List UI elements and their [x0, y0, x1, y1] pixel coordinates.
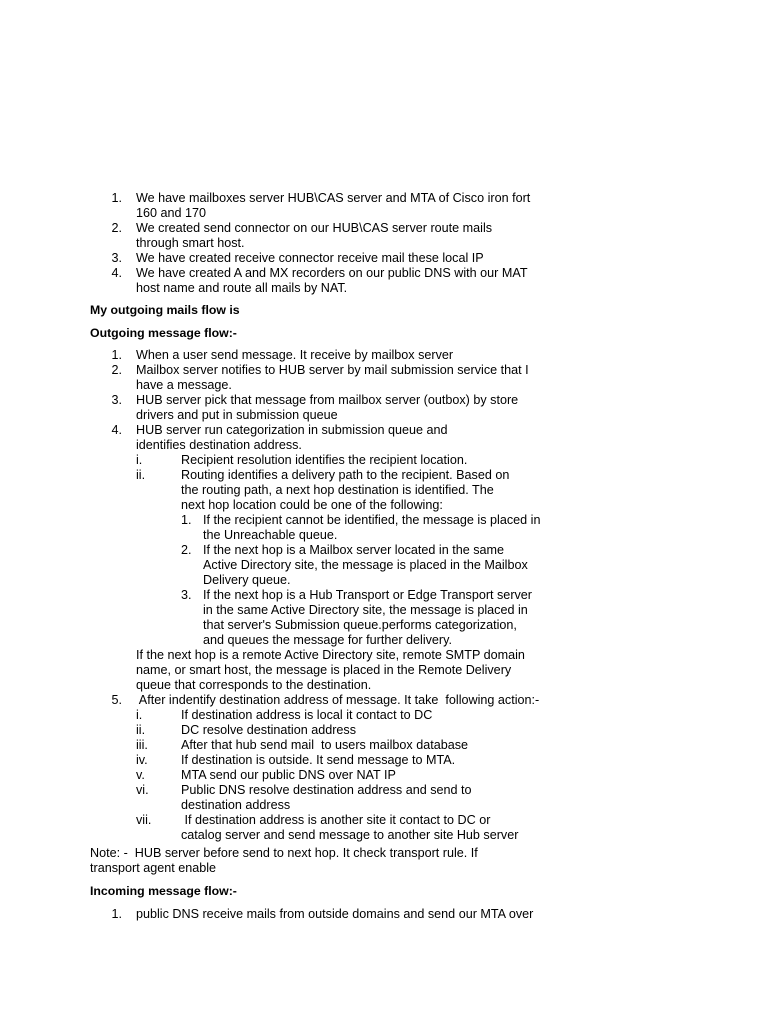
nested-list-item [0, 543, 768, 588]
sub-list-item [0, 453, 768, 468]
list-number: 2. [111, 221, 122, 235]
list-text: When a user send message. It receive by mailbox server [136, 348, 454, 362]
list-item [0, 907, 768, 922]
heading-outgoing-message: Outgoing message flow:- [90, 326, 237, 340]
nested-number: 3. [181, 588, 192, 602]
list-item [0, 191, 768, 221]
roman-number: i. [136, 708, 143, 722]
list-item [0, 266, 768, 296]
list-text: HUB server run categorization in submission queue and identifies destination address. [136, 423, 448, 452]
list-text: We created send connector on our HUB\CAS server route mails through smart host. [136, 221, 493, 250]
roman-number: ii. [136, 468, 146, 482]
intro-list [0, 191, 768, 296]
sub-list-text: After that hub send mail to users mailbox database [181, 738, 469, 752]
list-text: public DNS receive mails from outside domains and send our MTA over [136, 907, 534, 921]
nested-number: 1. [181, 513, 192, 527]
list-item [0, 221, 768, 251]
list-number: 1. [111, 191, 122, 205]
sub-list-text: DC resolve destination address [181, 723, 357, 737]
item4-tail-paragraph [0, 648, 768, 693]
item4-tail-text: If the next hop is a remote Active Directory site, remote SMTP domain name, or smart host, the message is placed in the Remote Delivery queue that corresponds to the destination. [136, 648, 525, 692]
list-number: 3. [111, 251, 122, 265]
sub-list-item [0, 753, 768, 768]
incoming-list [0, 907, 768, 922]
sub-list-item [0, 768, 768, 783]
roman-number: vi. [136, 783, 149, 797]
nested-list-text: If the next hop is a Hub Transport or Edge Transport server in the same Active Directory site, the message is placed in that server's Submission queue.performs categorization, and queues the message for further delivery. [203, 588, 533, 647]
sub-list-item [0, 813, 768, 843]
list-text: We have created receive connector receive mail these local IP [136, 251, 484, 265]
list-number: 5. [111, 693, 122, 707]
list-item [0, 423, 768, 453]
nested-list-item [0, 588, 768, 648]
sub-list-item [0, 723, 768, 738]
list-number: 1. [111, 907, 122, 921]
note-paragraph: Note: - HUB server before send to next hop. It check transport rule. If transport agent enable [90, 846, 482, 875]
list-number: 1. [111, 348, 122, 362]
list-text: Mailbox server notifies to HUB server by mail submission service that I have a message. [136, 363, 529, 392]
nested-list-item [0, 513, 768, 543]
nested-list-text: If the recipient cannot be identified, the message is placed in the Unreachable queue. [203, 513, 541, 542]
list-number: 3. [111, 393, 122, 407]
sub-list-item [0, 468, 768, 513]
list-number: 2. [111, 363, 122, 377]
roman-number: iv. [136, 753, 148, 767]
roman-number: iii. [136, 738, 148, 752]
roman-number: i. [136, 453, 143, 467]
sub-list-text: Routing identifies a delivery path to the recipient. Based on the routing path, a next hop destination is identified. The next hop location could be one of the following: [181, 468, 510, 512]
list-text: We have mailboxes server HUB\CAS server and MTA of Cisco iron fort 160 and 170 [136, 191, 531, 220]
sub-list-item [0, 738, 768, 753]
list-text: After indentify destination address of message. It take following action:- [136, 693, 540, 707]
list-item [0, 393, 768, 423]
sub-list-text: If destination address is local it contact to DC [181, 708, 433, 722]
heading-outgoing-flow: My outgoing mails flow is [90, 303, 240, 317]
sub-list-text: If destination is outside. It send message to MTA. [181, 753, 456, 767]
heading-incoming: Incoming message flow:- [90, 884, 237, 898]
list-item [0, 693, 768, 708]
list-text: We have created A and MX recorders on our public DNS with our MAT host name and route all mails by NAT. [136, 266, 528, 295]
sub-list-text: MTA send our public DNS over NAT IP [181, 768, 396, 782]
roman-number: ii. [136, 723, 146, 737]
sub-list-text: Recipient resolution identifies the recipient location. [181, 453, 468, 467]
list-text: HUB server pick that message from mailbox server (outbox) by store drivers and put in submission queue [136, 393, 519, 422]
list-item [0, 251, 768, 266]
nested-list-text: If the next hop is a Mailbox server located in the same Active Directory site, the message is placed in the Mailbox Delivery queue. [203, 543, 528, 587]
list-item [0, 363, 768, 393]
list-item [0, 348, 768, 363]
outgoing-list [0, 348, 768, 843]
sub-list-item [0, 783, 768, 813]
sub-list-text: If destination address is another site it contact to DC or catalog server and send message to another site Hub server [181, 813, 519, 842]
sub-list-text: Public DNS resolve destination address and send to destination address [181, 783, 472, 812]
list-number: 4. [111, 266, 122, 280]
sub-list-item [0, 708, 768, 723]
roman-number: vii. [136, 813, 152, 827]
list-number: 4. [111, 423, 122, 437]
nested-number: 2. [181, 543, 192, 557]
roman-number: v. [136, 768, 145, 782]
